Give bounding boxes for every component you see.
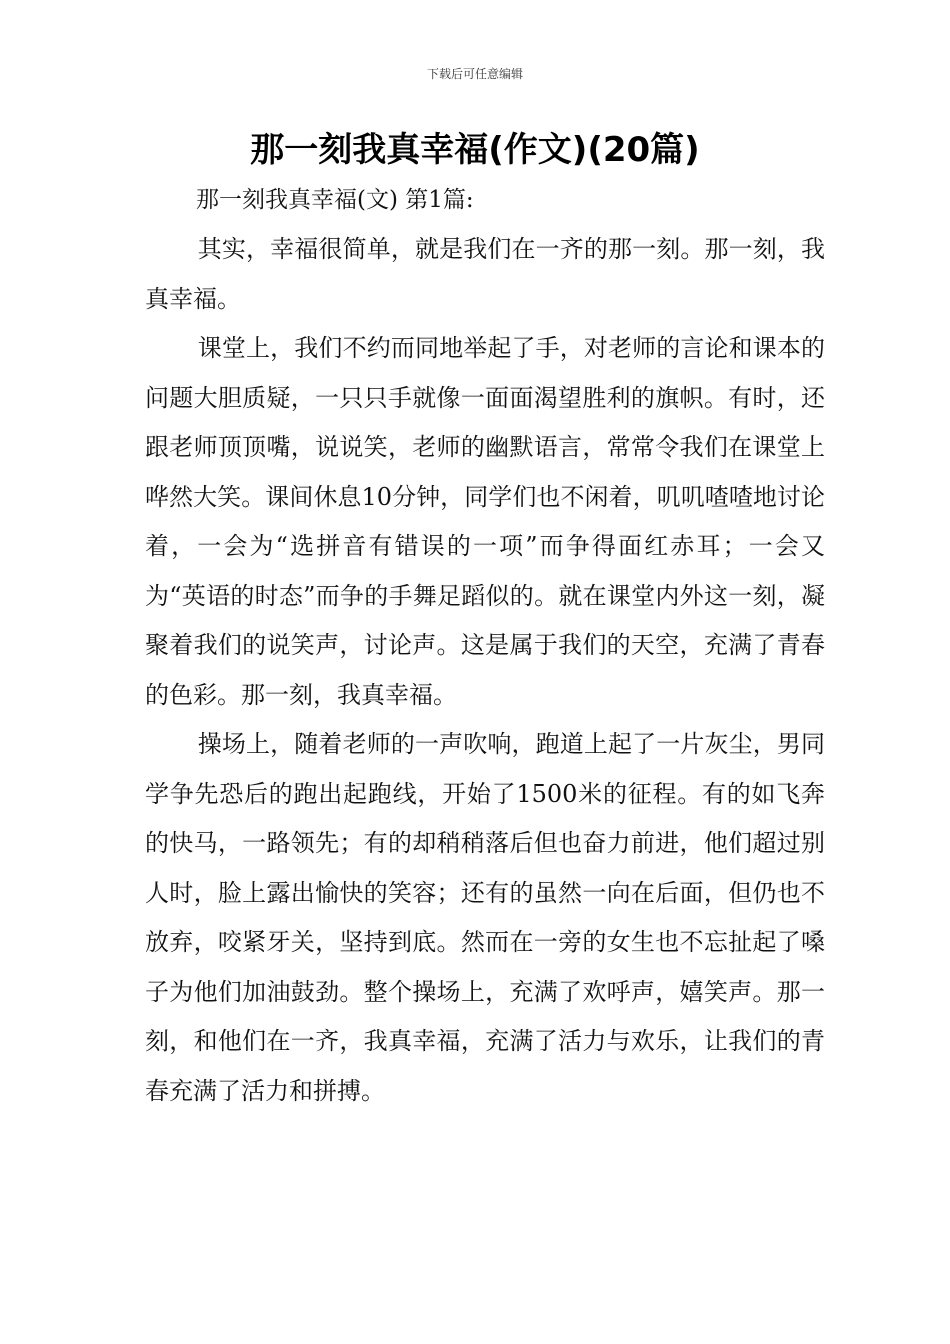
header-note: 下载后可任意编辑	[426, 67, 523, 81]
paragraph-2: 课堂上，我们不约而同地举起了手，对老师的言论和课本的问题大胆质疑，一只只手就像一面面渴望胜利的旗帜。有时，还跟老师顶顶嘴，说说笑，老师的幽默语言，常常令我们在课堂上哗然大笑。课间休息10分钟，同学们也不闲着，叽叽喳喳地讨论着，一会为“选拼音有错误的一项”而争得面红赤耳；一会又为“英语的时态”而争的手舞足蹈似的。就在课堂内外这一刻，凝聚着我们的说笑声，讨论声。这是属于我们的天空，充满了青春的色彩。那一刻，我真幸福。	[145, 334, 825, 709]
paragraph-1: 其实，幸福很简单，就是我们在一齐的那一刻。那一刻，我真幸福。	[145, 235, 825, 313]
section-subheading: 那一刻我真幸福(文) 第1篇:	[196, 187, 474, 213]
document-title: 那一刻我真幸福(作文)(20篇)	[250, 130, 700, 170]
paragraph-3: 操场上，随着老师的一声吹响，跑道上起了一片灰尘，男同学争先恐后的跑出起跑线，开始了1500米的征程。有的如飞奔的快马，一路领先；有的却稍稍落后但也奋力前进，他们超过别人时，脸上露出愉快的笑容；还有的虽然一向在后面，但仍也不放弃，咬紧牙关，坚持到底。然而在一旁的女生也不忘扯起了嗓子为他们加油鼓劲。整个操场上，充满了欢呼声，嬉笑声。那一刻，和他们在一齐，我真幸福，充满了活力与欢乐，让我们的青春充满了活力和拼搏。	[145, 730, 825, 1105]
document-body	[145, 225, 825, 1116]
